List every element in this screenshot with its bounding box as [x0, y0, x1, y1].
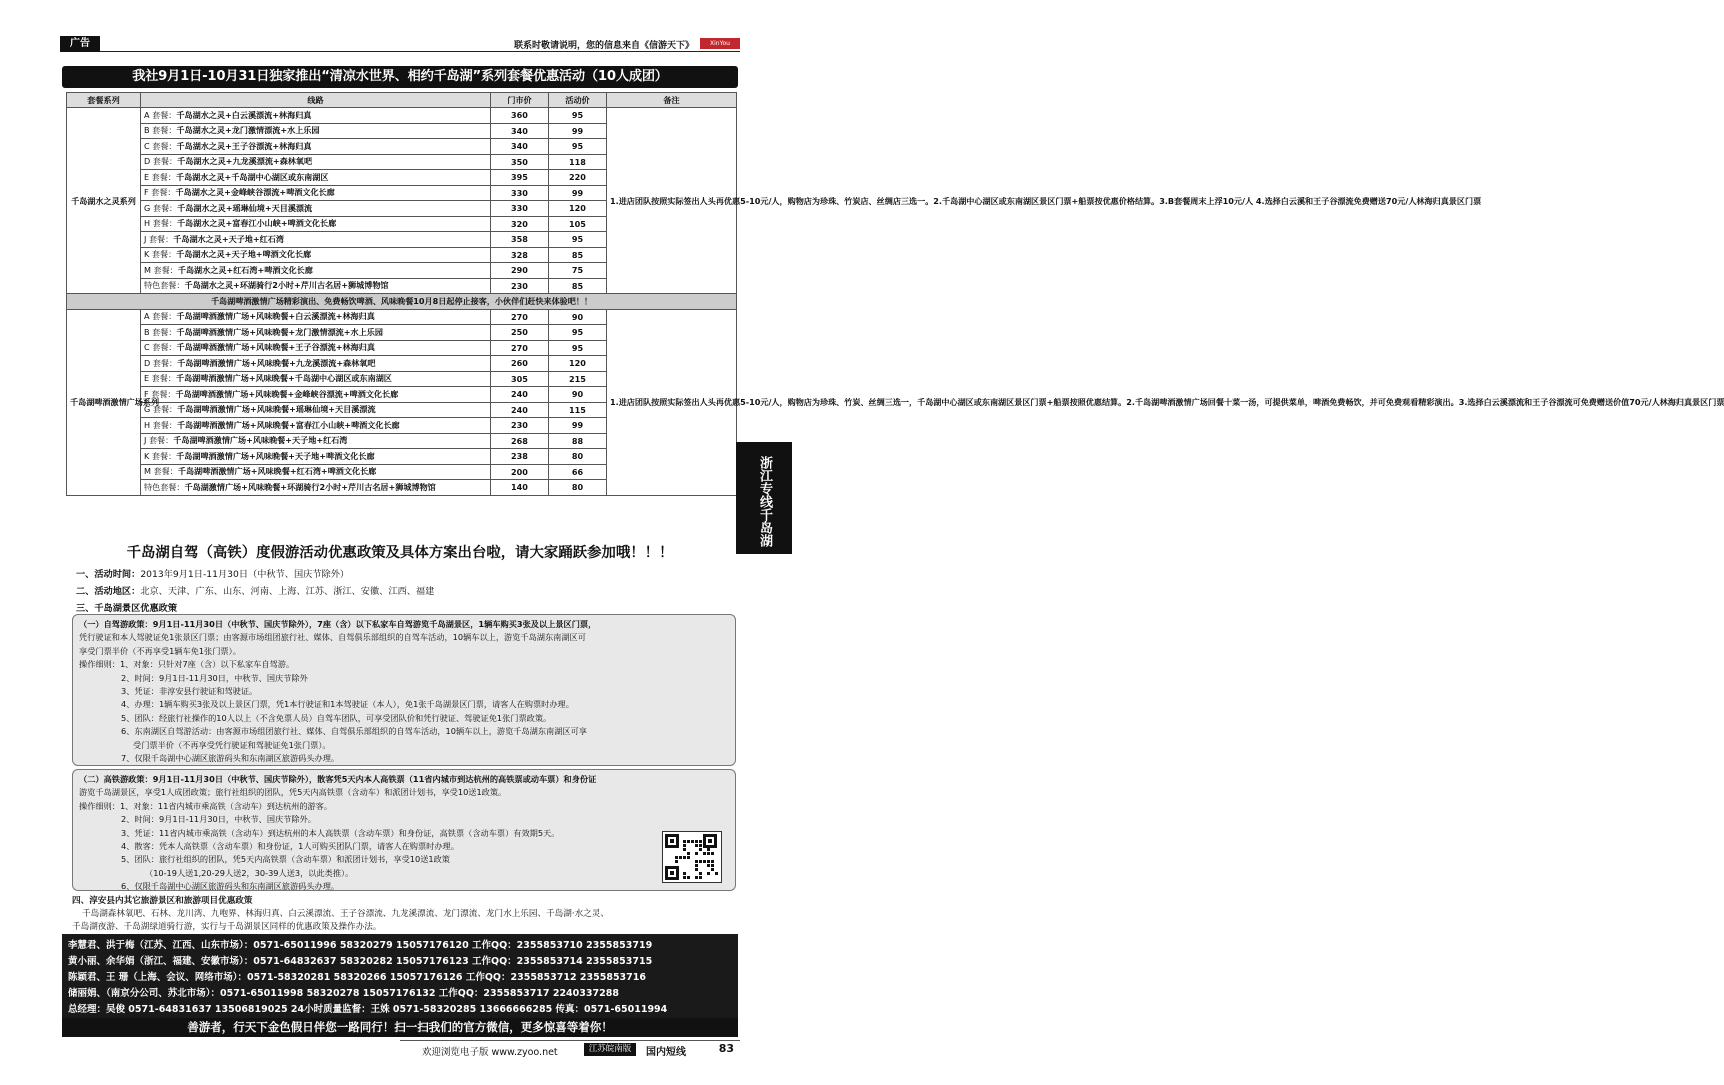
- package-route: 千岛湖啤酒激情广场+风味晚餐+九龙溪漂流+森林氧吧: [177, 357, 376, 368]
- promo-banner: 我社9月1日-10月31日独家推出“清凉水世界、相约千岛湖”系列套餐优惠活动（10人成团）: [62, 66, 738, 88]
- route-cell: [141, 433, 491, 449]
- package-code: H 套餐：: [144, 419, 177, 430]
- deal-price: 95: [549, 139, 607, 155]
- value: 北京、天津、广东、山东、河南、上海、江苏、浙江、安徽、江西、福建: [140, 586, 435, 597]
- route-cell: [141, 371, 491, 387]
- deal-price: 85: [549, 247, 607, 263]
- label: 一、活动时间：: [76, 569, 141, 580]
- package-route: 千岛湖激情广场+风味晚餐+环湖骑行2小时+芹川古名居+狮城博物馆: [184, 481, 436, 492]
- header-slogan: 联系时敬请说明，您的信息来自《信游天下》: [513, 41, 694, 51]
- list-price: 350: [491, 154, 549, 170]
- list-price: 240: [491, 402, 549, 418]
- list-price: 360: [491, 108, 549, 124]
- package-code: 特色套餐：: [144, 280, 185, 291]
- publication-logo: XinYou: [700, 38, 740, 49]
- package-code: G 套餐：: [144, 202, 178, 213]
- list-price: 395: [491, 170, 549, 186]
- contact-row: 总经理：吴俊 0571-64831637 13506819025 24小时质量监督：王姝 0571-58320285 13666666285 传真：0571-65011994: [68, 1004, 668, 1015]
- policy-line: 5、团队：经旅行社操作的10人以上（不含免票人员）自驾车团队，可享受团队价和凭行驶证、驾驶证免1张门票政策。: [121, 712, 552, 723]
- series-name: 千岛湖啤酒激情广场系列: [67, 309, 141, 495]
- package-code: J 套餐：: [144, 233, 174, 244]
- col-header: 线路: [141, 93, 491, 108]
- list-price: 200: [491, 464, 549, 480]
- deal-price: 99: [549, 123, 607, 139]
- table-row: [67, 309, 737, 325]
- list-price: 140: [491, 480, 549, 496]
- package-code: B 套餐：: [144, 326, 177, 337]
- deal-price: 90: [549, 309, 607, 325]
- list-price: 238: [491, 449, 549, 465]
- deal-price: 118: [549, 154, 607, 170]
- package-route: 千岛湖水之灵+王子谷漂流+林海归真: [176, 140, 312, 151]
- col-header: 套餐系列: [67, 93, 141, 108]
- activity-time: [76, 566, 349, 580]
- page-number: 83: [718, 1042, 734, 1055]
- deal-price: 95: [549, 108, 607, 124]
- policy-line: 5、团队：旅行社组织的团队，凭5天内高铁票（含动车票）和派团计划书，享受10送1政策: [121, 854, 450, 865]
- list-price: 290: [491, 263, 549, 279]
- package-route: 千岛湖水之灵+天子地+啤酒文化长廊: [176, 249, 312, 260]
- package-code: 特色套餐：: [144, 481, 185, 492]
- route-cell: [141, 185, 491, 201]
- deal-price: 99: [549, 185, 607, 201]
- list-price: 268: [491, 433, 549, 449]
- list-price: 270: [491, 340, 549, 356]
- deal-price: 95: [549, 325, 607, 341]
- package-code: K 套餐：: [144, 450, 177, 461]
- qr-code: [662, 831, 722, 883]
- deal-price: 120: [549, 201, 607, 217]
- deal-price: 115: [549, 402, 607, 418]
- deal-price: 90: [549, 387, 607, 403]
- policy-title: 千岛湖自驾（高铁）度假游活动优惠政策及具体方案出台啦，请大家踊跃参加哦！！！: [126, 545, 674, 561]
- deal-price: 215: [549, 371, 607, 387]
- list-price: 270: [491, 309, 549, 325]
- route-cell: [141, 123, 491, 139]
- list-price: 358: [491, 232, 549, 248]
- activity-area: [76, 583, 434, 597]
- package-code: C 套餐：: [144, 342, 177, 353]
- ad-tag: 广告: [60, 36, 100, 52]
- list-price: 250: [491, 325, 549, 341]
- package-code: A 套餐：: [144, 109, 177, 120]
- deal-price: 95: [549, 232, 607, 248]
- list-price: 320: [491, 216, 549, 232]
- notice-text: 千岛湖啤酒激情广场精彩演出、免费畅饮啤酒、风味晚餐10月8日起停止接客，小伙伴们赶快来体验吧！！: [67, 294, 737, 310]
- policy-line: 4、散客：凭本人高铁票（含动车票）和身份证，1人可购买团队门票，请客人在购票时办理。: [121, 841, 459, 851]
- section-name: 国内短线: [646, 1047, 686, 1058]
- route-cell: [141, 464, 491, 480]
- edition-badge: 江苏皖南版: [584, 1043, 636, 1056]
- deal-price: 66: [549, 464, 607, 480]
- package-route: 千岛湖水之灵+富春江小山峡+啤酒文化长廊: [176, 218, 337, 229]
- package-code: M 套餐：: [144, 466, 178, 477]
- list-price: 340: [491, 123, 549, 139]
- package-code: K 套餐：: [144, 249, 177, 260]
- policy-line: 3、凭证：11省内城市乘高铁（含动车）到达杭州的本人高铁票（含动车票）和身份证，高铁票（含动车票）有效期5天。: [121, 827, 560, 838]
- package-route: 千岛湖啤酒激情广场+风味晚餐+富春江小山峡+啤酒文化长廊: [176, 419, 400, 430]
- package-code: J 套餐：: [144, 435, 174, 446]
- package-code: C 套餐：: [144, 140, 177, 151]
- contact-row: 陈颖君、王 珊（上海、会议、网络市场）：0571-58320281 58320266 15057176126 工作QQ：2355853712 2355853716: [68, 972, 646, 983]
- list-price: 305: [491, 371, 549, 387]
- route-cell: [141, 340, 491, 356]
- package-route: 千岛湖啤酒激情广场+风味晚餐+天子地+啤酒文化长廊: [176, 450, 375, 461]
- package-route: 千岛湖啤酒激情广场+风味晚餐+王子谷漂流+林海归真: [176, 342, 375, 353]
- package-route: 千岛湖啤酒激情广场+风味晚餐+金峰峡谷漂流+啤酒文化长廊: [175, 388, 399, 399]
- deal-price: 99: [549, 418, 607, 434]
- route-cell: [141, 263, 491, 279]
- package-route: 千岛湖水之灵+金峰峡谷漂流+啤酒文化长廊: [175, 187, 335, 198]
- col-header: 活动价: [549, 93, 607, 108]
- deal-price: 75: [549, 263, 607, 279]
- policy-line: 4、办理：1辆车购买3张及以上景区门票，凭1本行驶证和1本驾驶证（本人），免1张千岛湖景区门票，请客人在购票时办理。: [121, 699, 574, 710]
- route-cell: [141, 170, 491, 186]
- list-price: 330: [491, 201, 549, 217]
- contact-row: 李慧君、洪于梅（江苏、江西、山东市场）：0571-65011996 58320279 15057176120 工作QQ：2355853710 2355853719: [68, 940, 653, 951]
- package-code: F 套餐：: [144, 187, 176, 198]
- package-code: F 套餐：: [144, 388, 176, 399]
- list-price: 340: [491, 139, 549, 155]
- series-name: 千岛湖水之灵系列: [67, 108, 141, 294]
- package-route: 千岛湖水之灵+环湖骑行2小时+芹川古名居+狮城博物馆: [184, 280, 389, 291]
- package-route: 千岛湖啤酒激情广场+风味晚餐+千岛湖中心湖区或东南湖区: [175, 373, 392, 384]
- route-cell: [141, 201, 491, 217]
- package-code: M 套餐：: [144, 264, 178, 275]
- route-cell: [141, 139, 491, 155]
- package-table: [66, 92, 1724, 496]
- policy-heading: 三、千岛湖景区优惠政策: [76, 603, 178, 614]
- list-price: 330: [491, 185, 549, 201]
- package-code: E 套餐：: [144, 171, 176, 182]
- package-route: 千岛湖啤酒激情广场+风味晚餐+红石湾+啤酒文化长廊: [177, 466, 377, 477]
- deal-price: 80: [549, 480, 607, 496]
- policy-line: （一）自驾游政策：9月1日-11月30日（中秋节、国庆节除外），7座（含）以下私家车自驾游览千岛湖景区，1辆车购买3张及以上景区门票，: [79, 619, 597, 629]
- policy-line: 6、东南湖区自驾游活动：由客源市场组团旅行社、媒体、自驾俱乐部组织的自驾车活动，10辆车以上，游览千岛湖东南湖区可享: [121, 726, 587, 737]
- package-code: D 套餐：: [144, 156, 178, 167]
- route-cell: [141, 418, 491, 434]
- contact-block: [62, 934, 738, 1018]
- package-route: 千岛湖水之灵+千岛湖中心湖区或东南湖区: [175, 171, 329, 182]
- deal-price: 120: [549, 356, 607, 372]
- part4-title: 四、淳安县内其它旅游景区和旅游项目优惠政策: [72, 896, 253, 906]
- route-cell: [141, 278, 491, 294]
- package-code: A 套餐：: [144, 311, 177, 322]
- route-cell: [141, 402, 491, 418]
- col-header: 备注: [607, 93, 737, 108]
- policy-line: 3、凭证：非淳安县行驶证和驾驶证。: [121, 686, 258, 696]
- policy-line: 2、时间：9月1日-11月30日，中秋节、国庆节除外。: [121, 814, 316, 825]
- page-header: [60, 36, 740, 52]
- policy-line: （10-19人送1,20-29人送2，30-39人送3，以此类推）。: [145, 867, 354, 878]
- footer-banner: 善游者，行天下金色假日伴您一路同行！扫一扫我们的官方微信，更多惊喜等着你！: [62, 1018, 738, 1037]
- route-cell: [141, 480, 491, 496]
- deal-price: 88: [549, 433, 607, 449]
- label: 二、活动地区：: [76, 586, 141, 597]
- route-cell: [141, 154, 491, 170]
- list-price: 230: [491, 278, 549, 294]
- package-code: H 套餐：: [144, 218, 177, 229]
- remarks: 1.进店团队按照实际签出人头再优惠5-10元/人，购物店为珍珠、竹炭、丝绸三选一，千岛湖中心湖区或东南湖区景区门票+船票按照优惠结算。2.千岛湖啤酒激情广场回餐十菜一汤，可提供菜单，啤酒免费畅饮，并可免费观看精彩演出。3.选择白云溪漂流和王子谷漂流可免费赠送价值70元/人林海归真景区门票: [607, 309, 737, 495]
- policy-line: 受门票半价（不再享受凭行驶证和驾驶证免1张门票）。: [133, 739, 331, 750]
- part4-line: 千岛湖夜游、千岛湖绿道骑行游，实行与千岛湖景区同样的优惠政策及操作办法。: [72, 922, 382, 932]
- package-route: 千岛湖啤酒激情广场+风味晚餐+瑶琳仙境+天目溪漂流: [177, 404, 376, 415]
- package-route: 千岛湖啤酒激情广场+风味晚餐+白云溪漂流+林海归真: [176, 311, 375, 322]
- package-route: 千岛湖水之灵+白云溪漂流+林海归真: [176, 109, 312, 120]
- side-tab: 浙江专线千岛湖: [736, 442, 792, 554]
- policy-line: 操作细则：1、对象：11省内城市乘高铁（含动车）到达杭州的游客。: [79, 800, 333, 811]
- part4-line: 千岛湖森林氧吧、石林、龙川湾、九咆界、林海归真、白云溪漂流、王子谷漂流、九龙溪漂流、龙门漂流、龙门水上乐园、千岛湖·水之灵、: [82, 909, 609, 919]
- list-price: 230: [491, 418, 549, 434]
- contact-row: 黄小丽、余华娟（浙江、福建、安徽市场）：0571-64832637 58320282 15057176123 工作QQ：2355853714 2355853715: [68, 956, 653, 967]
- policy-line: 操作细则：1、对象：只针对7座（含）以下私家车自驾游。: [79, 659, 295, 670]
- package-route: 千岛湖水之灵+瑶琳仙境+天目溪漂流: [177, 202, 313, 213]
- policy-line: 享受门票半价（不再享受1辆车免1张门票）。: [79, 645, 241, 656]
- website-link[interactable]: 欢迎浏览电子版 www.zyoo.net: [422, 1047, 558, 1058]
- route-cell: [141, 449, 491, 465]
- list-price: 328: [491, 247, 549, 263]
- rail-policy-box: [72, 769, 736, 891]
- self-drive-policy-box: [72, 614, 736, 766]
- list-price: 240: [491, 387, 549, 403]
- package-route: 千岛湖水之灵+龙门激情漂流+水上乐园: [176, 125, 320, 136]
- package-route: 千岛湖水之灵+九龙溪漂流+森林氧吧: [177, 156, 313, 167]
- route-cell: [141, 247, 491, 263]
- table-row: [67, 108, 737, 124]
- package-route: 千岛湖啤酒激情广场+风味晚餐+天子地+红石湾: [173, 435, 348, 446]
- list-price: 260: [491, 356, 549, 372]
- deal-price: 220: [549, 170, 607, 186]
- policy-line: 7、仅限千岛湖中心湖区旅游码头和东南湖区旅游码头办理。: [121, 753, 340, 763]
- deal-price: 85: [549, 278, 607, 294]
- remarks: 1.进店团队按照实际签出人头再优惠5-10元/人，购物店为珍珠、竹炭店、丝绸店三选一。2.千岛湖中心湖区或东南湖区景区门票+船票按优惠价格结算。3.B套餐周末上浮10元/人 4.选择白云溪和王子谷漂流免费赠送70元/人林海归真景区门票: [607, 108, 737, 294]
- route-cell: [141, 309, 491, 325]
- table-header-row: [67, 93, 737, 108]
- col-header: 门市价: [491, 93, 549, 108]
- route-cell: [141, 216, 491, 232]
- package-route: 千岛湖水之灵+红石湾+啤酒文化长廊: [177, 264, 313, 275]
- route-cell: [141, 325, 491, 341]
- notice-row: [67, 294, 737, 310]
- package-route: 千岛湖水之灵+天子地+红石湾: [173, 233, 284, 244]
- deal-price: 95: [549, 340, 607, 356]
- policy-line: 游览千岛湖景区，享受1人成团政策；旅行社组织的团队，凭5天内高铁票（含动车）和派团计划书，享受10送1政策。: [79, 787, 507, 798]
- route-cell: [141, 356, 491, 372]
- policy-line: 凭行驶证和本人驾驶证免1张景区门票；由客源市场组团旅行社、媒体、自驾俱乐部组织的自驾车活动，10辆车以上，游览千岛湖东南湖区可: [79, 632, 586, 643]
- value: 2013年9月1日-11月30日（中秋节、国庆节除外）: [140, 569, 350, 580]
- package-code: D 套餐：: [144, 357, 178, 368]
- package-code: E 套餐：: [144, 373, 176, 384]
- package-route: 千岛湖啤酒激情广场+风味晚餐+龙门激情漂流+水上乐园: [176, 326, 383, 337]
- package-code: B 套餐：: [144, 125, 177, 136]
- policy-line: 2、时间：9月1日-11月30日，中秋节、国庆节除外: [121, 672, 308, 683]
- deal-price: 105: [549, 216, 607, 232]
- policy-line: （二）高铁游政策：9月1日-11月30日（中秋节、国庆节除外），散客凭5天内本人高铁票（11省内城市到达杭州的高铁票或动车票）和身份证: [79, 774, 597, 784]
- route-cell: [141, 108, 491, 124]
- contact-row: 储丽娟、（南京分公司、苏北市场）：0571-65011998 58320278 15057176132 工作QQ：2355853717 2240337288: [68, 988, 619, 999]
- policy-line: 6、仅限千岛湖中心湖区旅游码头和东南湖区旅游码头办理。: [121, 881, 340, 892]
- package-code: G 套餐：: [144, 404, 178, 415]
- page-footer: [400, 1040, 740, 1058]
- route-cell: [141, 387, 491, 403]
- route-cell: [141, 232, 491, 248]
- deal-price: 80: [549, 449, 607, 465]
